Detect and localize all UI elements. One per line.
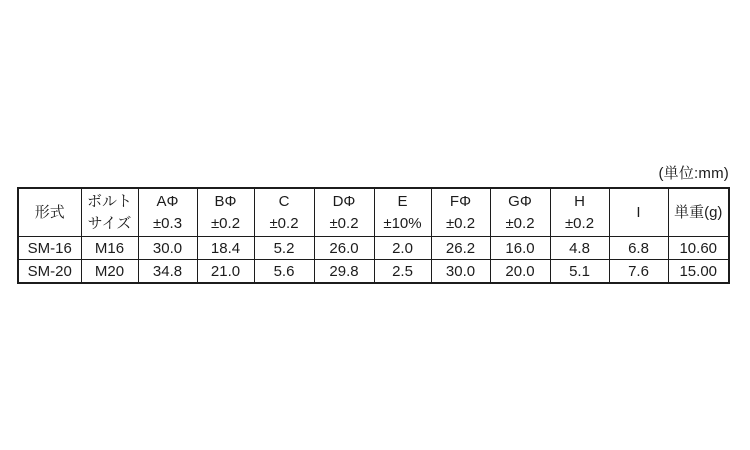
table-row-sm16 [18,237,729,260]
table-cell-f-phi: 26.2 [431,237,490,260]
header-cell-h [550,188,609,237]
table-cell-model: SM-16 [18,237,81,260]
table-cell-e: 2.0 [374,237,431,260]
header-tolerance: ±0.2 [210,214,241,232]
table-cell-bolt-size: M16 [81,237,138,260]
table-cell-a-phi: 30.0 [138,237,197,260]
table-cell-c: 5.6 [254,260,314,284]
table-cell-h: 5.1 [550,260,609,284]
table-cell-i: 6.8 [609,237,668,260]
table-cell-g-phi: 16.0 [490,237,550,260]
table-cell-model: SM-20 [18,260,81,284]
table-cell-h: 4.8 [550,237,609,260]
table-cell-i: 7.6 [609,260,668,284]
table-cell-c: 5.2 [254,237,314,260]
header-tolerance: ±0.2 [329,214,359,232]
header-cell-model [18,188,81,237]
table-cell-d-phi: 26.0 [314,237,374,260]
table-cell-bolt-size: M20 [81,260,138,284]
table-cell-d-phi: 29.8 [314,260,374,284]
header-cell-a-phi [138,188,197,237]
header-line: FΦ [449,192,472,210]
header-line: ボルト [86,192,132,210]
header-tolerance: ±0.2 [269,214,299,232]
header-cell-c [254,188,314,237]
header-line: E [397,192,408,210]
table-cell-e: 2.5 [374,260,431,284]
header-cell-unit-weight [668,188,729,237]
header-cell-i [609,188,668,237]
header-line: C [278,192,290,210]
table-row-sm20 [18,260,729,284]
header-line: 形式 [34,203,65,221]
header-cell-g-phi [490,188,550,237]
header-line: I [636,203,641,221]
unit-note-label: (単位:mm) [658,165,729,182]
table-cell-b-phi: 21.0 [197,260,254,284]
table-cell-unit-weight: 15.00 [668,260,729,284]
table-header-row [18,188,729,237]
header-line: H [574,192,585,210]
table-cell-f-phi: 30.0 [431,260,490,284]
header-tolerance: ±0.2 [564,214,595,232]
header-cell-b-phi [197,188,254,237]
header-line: BΦ [214,192,237,210]
spec-table [17,187,730,284]
header-cell-d-phi [314,188,374,237]
table-cell-a-phi: 34.8 [138,260,197,284]
table-cell-unit-weight: 10.60 [668,237,729,260]
header-line: サイズ [87,214,132,232]
table-cell-g-phi: 20.0 [490,260,550,284]
header-cell-bolt-size [81,188,138,237]
table-cell-b-phi: 18.4 [197,237,254,260]
header-line: GΦ [508,192,532,210]
header-line: DΦ [332,192,356,210]
header-tolerance: ±0.3 [152,214,183,232]
header-cell-e [374,188,431,237]
header-line: AΦ [156,192,179,210]
header-cell-f-phi [431,188,490,237]
header-line: 単重(g) [674,203,723,221]
header-tolerance: ±0.2 [505,214,535,232]
header-tolerance: ±10% [383,214,422,232]
header-tolerance: ±0.2 [445,214,476,232]
